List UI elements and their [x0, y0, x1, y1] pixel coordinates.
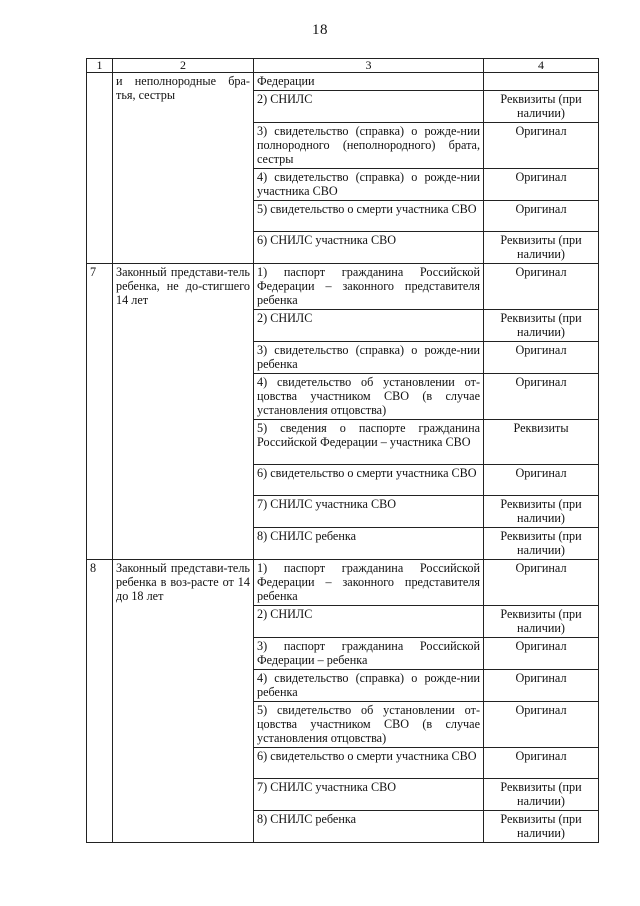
document-name: 2) СНИЛС	[254, 606, 484, 638]
submission-form: Оригинал	[484, 123, 599, 169]
documents-table	[86, 58, 599, 843]
document-name: 1) паспорт гражданина Российской Федерации – законного представителя ребенка	[254, 560, 484, 606]
submission-form: Реквизиты (при наличии)	[484, 606, 599, 638]
submission-form: Оригинал	[484, 670, 599, 702]
submission-form: Реквизиты	[484, 420, 599, 465]
column-header: 2	[113, 59, 254, 73]
document-name: 8) СНИЛС ребенка	[254, 528, 484, 560]
submission-form: Оригинал	[484, 342, 599, 374]
submission-form: Реквизиты (при наличии)	[484, 779, 599, 811]
document-name: 4) свидетельство (справка) о рожде-нии участника СВО	[254, 169, 484, 201]
document-name: 1) паспорт гражданина Российской Федерации – законного представителя ребенка	[254, 264, 484, 310]
submission-form	[484, 73, 599, 91]
document-name: 4) свидетельство об установлении от-цовства участником СВО (в случае установления отцовства)	[254, 374, 484, 420]
table-row	[87, 560, 599, 606]
document-name: 8) СНИЛС ребенка	[254, 811, 484, 843]
document-name: 5) свидетельство об установлении от-цовства участником СВО (в случае установления отцовства)	[254, 702, 484, 748]
table-row	[87, 264, 599, 310]
submission-form: Оригинал	[484, 465, 599, 496]
page-number: 18	[312, 22, 328, 38]
submission-form: Реквизиты (при наличии)	[484, 811, 599, 843]
row-number	[87, 73, 113, 264]
submission-form: Оригинал	[484, 169, 599, 201]
applicant-category: Законный представи-тель ребенка в воз-расте от 14 до 18 лет	[113, 560, 254, 843]
submission-form: Оригинал	[484, 201, 599, 232]
column-header: 4	[484, 59, 599, 73]
document-name: 2) СНИЛС	[254, 91, 484, 123]
column-header: 3	[254, 59, 484, 73]
applicant-category: и неполнородные бра-тья, сестры	[113, 73, 254, 264]
submission-form: Реквизиты (при наличии)	[484, 310, 599, 342]
column-number-row	[87, 59, 599, 73]
table-row	[87, 73, 599, 91]
submission-form: Оригинал	[484, 264, 599, 310]
submission-form: Реквизиты (при наличии)	[484, 496, 599, 528]
document-name: 5) свидетельство о смерти участника СВО	[254, 201, 484, 232]
submission-form: Реквизиты (при наличии)	[484, 91, 599, 123]
document-name: 6) свидетельство о смерти участника СВО	[254, 748, 484, 779]
submission-form: Реквизиты (при наличии)	[484, 528, 599, 560]
document-name: 3) свидетельство (справка) о рожде-нии полнородного (неполнородного) брата, сестры	[254, 123, 484, 169]
submission-form: Оригинал	[484, 702, 599, 748]
document-name: 2) СНИЛС	[254, 310, 484, 342]
submission-form: Оригинал	[484, 374, 599, 420]
row-number: 7	[87, 264, 113, 560]
document-name: 7) СНИЛС участника СВО	[254, 779, 484, 811]
column-header: 1	[87, 59, 113, 73]
submission-form: Оригинал	[484, 560, 599, 606]
document-name: 4) свидетельство (справка) о рожде-нии ребенка	[254, 670, 484, 702]
document-name: 3) свидетельство (справка) о рожде-нии ребенка	[254, 342, 484, 374]
document-name: 7) СНИЛС участника СВО	[254, 496, 484, 528]
document-name: 6) СНИЛС участника СВО	[254, 232, 484, 264]
submission-form: Оригинал	[484, 638, 599, 670]
document-name: 6) свидетельство о смерти участника СВО	[254, 465, 484, 496]
document-name: 3) паспорт гражданина Российской Федерации – ребенка	[254, 638, 484, 670]
document-name: Федерации	[254, 73, 484, 91]
table-body	[87, 73, 599, 843]
row-number: 8	[87, 560, 113, 843]
document-name: 5) сведения о паспорте гражданина Российской Федерации – участника СВО	[254, 420, 484, 465]
submission-form: Оригинал	[484, 748, 599, 779]
submission-form: Реквизиты (при наличии)	[484, 232, 599, 264]
applicant-category: Законный представи-тель ребенка, не до-стигшего 14 лет	[113, 264, 254, 560]
